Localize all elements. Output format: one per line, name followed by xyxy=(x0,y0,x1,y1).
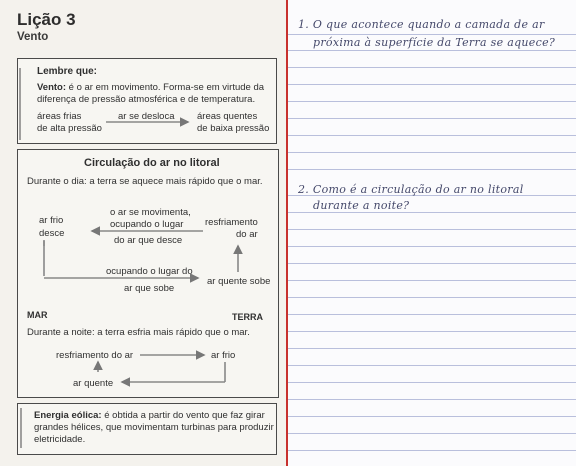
ruled-line xyxy=(286,399,576,400)
wind-energy-line2: grandes hélices, que movimentam turbinas para produzir xyxy=(34,422,274,433)
ruled-line xyxy=(286,416,576,417)
question-2-line2: durante a noite? xyxy=(313,199,410,212)
ruled-line xyxy=(286,450,576,451)
ruled-line xyxy=(286,135,576,136)
ruled-line xyxy=(286,169,576,170)
margin-line xyxy=(286,0,288,466)
ruled-line xyxy=(286,34,576,35)
ruled-line xyxy=(286,314,576,315)
day-mid-1: o ar se movimenta, xyxy=(110,207,191,218)
ruled-line xyxy=(286,101,576,102)
wind-definition-line2: diferença de pressão atmosférica e de temperatura. xyxy=(37,94,256,105)
ruled-line xyxy=(286,212,576,213)
ruled-line xyxy=(286,263,576,264)
lesson-title: Lição 3 xyxy=(17,10,76,29)
ruled-line xyxy=(286,152,576,153)
ruled-line xyxy=(286,67,576,68)
wind-energy-term: Energia eólica: xyxy=(34,410,102,421)
ruled-line xyxy=(286,229,576,230)
question-1-line1: 1. O que acontece quando a camada de ar xyxy=(298,18,545,31)
ruled-line xyxy=(286,348,576,349)
ruled-line xyxy=(286,297,576,298)
ruled-line xyxy=(286,50,576,51)
ruled-line xyxy=(286,118,576,119)
day-intro: Durante o dia: a terra se aquece mais rápido que o mar. xyxy=(27,176,263,187)
day-mid-2: ocupando o lugar xyxy=(110,219,184,230)
cold-areas-line2: de alta pressão xyxy=(37,123,102,134)
warm-areas-line2: de baixa pressão xyxy=(197,123,270,134)
day-bottom-1: ocupando o lugar do xyxy=(106,266,193,277)
day-cooling-2: do ar xyxy=(236,229,258,240)
day-cold-air-1: ar frio xyxy=(39,215,64,226)
wind-energy-line3: eletricidade. xyxy=(34,434,86,445)
ruled-line xyxy=(286,433,576,434)
day-mid-3: do ar que desce xyxy=(114,235,183,246)
air-moves-label: ar se desloca xyxy=(118,111,175,122)
warm-areas-line1: áreas quentes xyxy=(197,111,258,122)
day-hot-air: ar quente sobe xyxy=(207,276,271,287)
day-cold-air-2: desce xyxy=(39,228,65,239)
ruled-line xyxy=(286,84,576,85)
night-intro: Durante a noite: a terra esfria mais rápido que o mar. xyxy=(27,327,250,338)
question-1-line2: próxima à superfície da Terra se aquece? xyxy=(313,36,556,49)
cold-areas-line1: áreas frias xyxy=(37,111,82,122)
ruled-line xyxy=(286,280,576,281)
diagram-arrows xyxy=(0,0,286,466)
day-cooling-1: resfriamento xyxy=(205,217,258,228)
remember-heading: Lembre que: xyxy=(37,66,98,77)
lesson-subtitle: Vento xyxy=(17,31,49,43)
circulation-title: Circulação do ar no litoral xyxy=(84,157,220,169)
night-hot-air: ar quente xyxy=(73,378,114,389)
wind-term: Vento: xyxy=(37,82,67,93)
wind-definition-line1: é o ar em movimento. Forma-se em virtude da xyxy=(68,82,265,93)
ruled-line xyxy=(286,331,576,332)
ruled-line xyxy=(286,365,576,366)
day-bottom-2: ar que sobe xyxy=(124,283,175,294)
wind-energy-text1: é obtida a partir do vento que faz girar xyxy=(104,410,265,421)
night-cooling: resfriamento do ar xyxy=(56,350,134,361)
land-label: TERRA xyxy=(232,312,263,322)
question-2-line1: 2. Como é a circulação do ar no litoral xyxy=(298,183,524,196)
sea-label: MAR xyxy=(27,310,48,320)
notebook-page xyxy=(286,0,576,466)
ruled-line xyxy=(286,382,576,383)
night-cold-air: ar frio xyxy=(211,350,236,361)
ruled-line xyxy=(286,246,576,247)
